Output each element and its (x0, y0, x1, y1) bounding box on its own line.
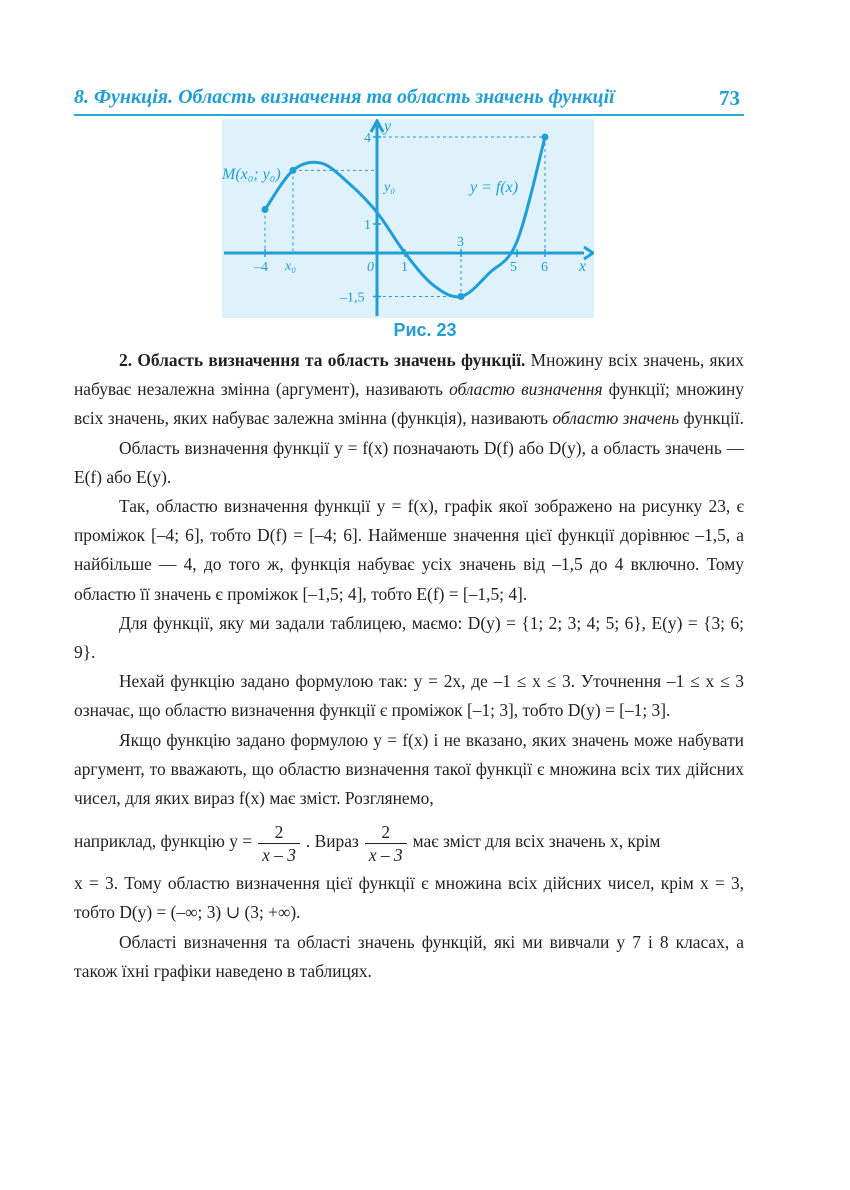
fraction-1-denominator: x – 3 (262, 844, 296, 865)
curve-point (290, 167, 297, 174)
page-number: 73 (719, 86, 740, 110)
y-tick-label: 1 (364, 218, 371, 233)
y-tick-label: 4 (364, 131, 371, 146)
x-tick-label: 6 (541, 260, 548, 275)
fraction-2-numerator: 2 (365, 821, 407, 844)
paragraph-1-text-c: функції. (679, 408, 744, 429)
curve-label: y = f(x) (470, 179, 519, 196)
x-tick-label: 1 (401, 260, 408, 275)
paragraph-6: Якщо функцію задано формулою y = f(x) і не вказано, яких значень може набувати аргумент, то вважають, що областю визначення такої функції є множина всіх тих дійсних чисел, для яких вираз f(x) має зміст. Розглянемо, (74, 729, 744, 809)
fraction-1 (258, 821, 300, 866)
paragraph-3: Так, областю визначення функції y = f(x), графік якої зображено на рисунку 23, є проміжок [–4; 6], тобто D(f) = [–4; 6]. Найменше значення цієї функції дорівнює –1,5, а найбільше — 4, до того ж, функція набуває усіх значень від –1,5 до 4 включно. Тому областю її значень є проміжок [–1,5; 4], тобто E(f) = [–1,5; 4]. (74, 496, 744, 604)
x-tick-label: –4 (254, 260, 268, 275)
paragraph-7 (74, 813, 744, 869)
section-heading: 2. Область визначення та область значень функції. (119, 350, 526, 370)
paragraph-1-text-b: функції; множину всіх значень, яких набуває залежна змінна (функція), називають (74, 379, 744, 429)
paragraph-2: Область визначення функції y = f(x) позначають D(f) або D(y), а область значень — E(f) або E(y). (74, 437, 744, 487)
x-tick-label: 3 (457, 235, 464, 250)
function-graph (222, 119, 594, 318)
x-axis-label: x (579, 258, 587, 275)
paragraph-7-text-a: наприклад, функцію y = (74, 831, 253, 852)
curve-point (542, 134, 549, 141)
y0-label: y₀ (384, 180, 396, 195)
y-tick-label: –1,5 (340, 290, 365, 306)
paragraph-7-text-c: має зміст для всіх значень x, крім (412, 831, 661, 852)
x-tick-label: 5 (510, 260, 517, 275)
curve-point (262, 206, 269, 213)
fraction-1-numerator: 2 (258, 821, 300, 844)
curve-point (458, 293, 465, 300)
paragraph-9: Області визначення та області значень функцій, які ми вивчали у 7 і 8 класах, а також їхні графіки наведено в таблицях. (74, 931, 744, 981)
fraction-2 (365, 821, 407, 866)
paragraph-5: Нехай функцію задано формулою так: y = 2x, де –1 ≤ x ≤ 3. Уточнення –1 ≤ x ≤ 3 означає, що областю визначення функції є проміжок [–1; 3], тобто D(y) = [–1; 3]. (74, 671, 744, 721)
figure-caption: Рис. 23 (393, 320, 457, 340)
fraction-2-denominator: x – 3 (368, 844, 403, 865)
running-header (74, 84, 744, 116)
y-axis-label: y (384, 119, 392, 135)
paragraph-1 (74, 346, 744, 434)
paragraph-1-text-a: Множину всіх значень, яких набуває незалежна змінна (аргумент), називають (74, 350, 744, 400)
body-text (74, 346, 744, 986)
figure-23 (222, 119, 594, 318)
point-m-label: M(x₀; y₀) (222, 166, 281, 183)
paragraph-4: Для функції, яку ми задали таблицею, маємо: D(y) = {1; 2; 3; 4; 5; 6}, E(y) = {3; 6; 9}. (74, 612, 744, 663)
paragraph-8: x = 3. Тому областю визначення цієї функції є множина всіх дійсних чисел, крім x = 3, тобто D(y) = (–∞; 3) ∪ (3; +∞). (74, 873, 744, 923)
chapter-title: 8. Функція. Область визначення та область значень функції (74, 86, 615, 108)
origin-label: 0 (367, 260, 374, 275)
term-domain: областю визначення (449, 379, 603, 400)
paragraph-7-text-b: . Вираз (305, 831, 359, 852)
term-range: областю значень (552, 408, 680, 429)
x0-label: x₀ (285, 259, 297, 274)
